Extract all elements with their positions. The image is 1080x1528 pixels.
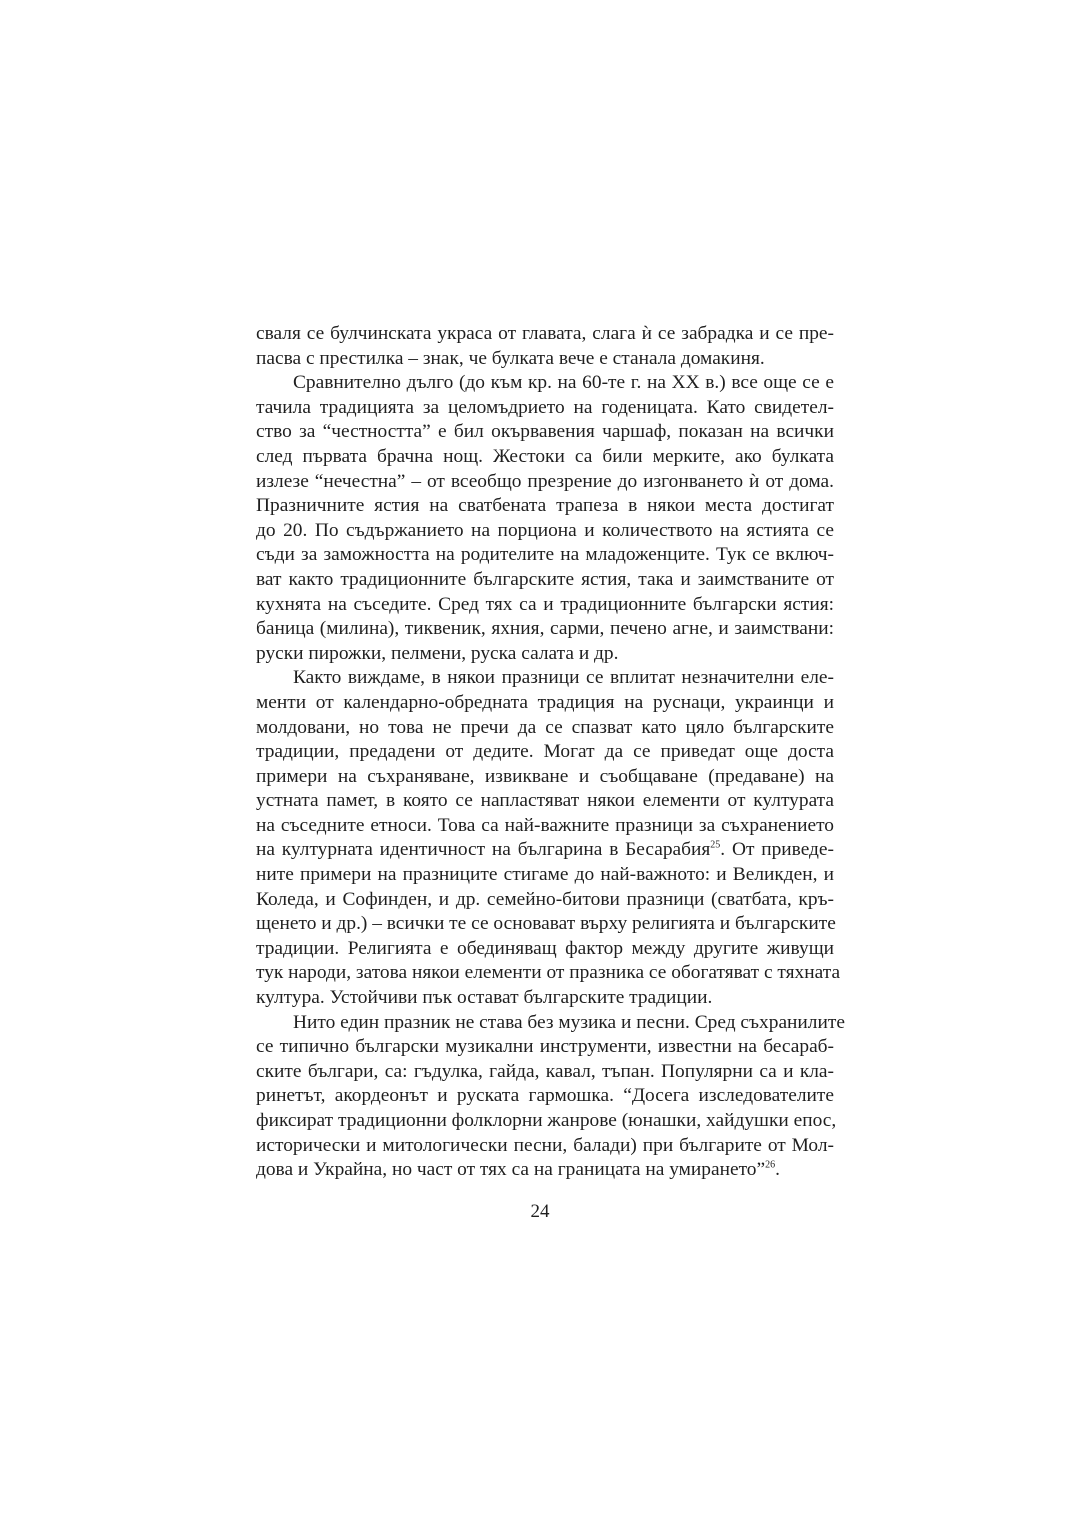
line-text: дова и Украйна, но част от тях са на границата на умирането” bbox=[256, 1159, 766, 1181]
text-line bbox=[256, 863, 834, 888]
line-text: ските българи, са: гъдулка, гайда, кавал, тъпан. Популярни са и кла- bbox=[256, 1060, 834, 1082]
line-text: ринетът, акордеонът и руската гармошка. “Досега изследователите bbox=[256, 1085, 834, 1107]
line-text: Празничните ястия на сватбената трапеза в някои места достигат bbox=[256, 495, 834, 517]
line-text: след първата брачна нощ. Жестоки са били мерките, ако булката bbox=[256, 445, 834, 467]
line-text: примери на съхраняване, извикване и съобщаване (предаване) на bbox=[256, 765, 834, 787]
text-line bbox=[256, 1011, 845, 1036]
text-line bbox=[256, 1134, 834, 1159]
line-text: кухнята на съседите. Сред тях са и традиционните български ястия: bbox=[256, 593, 834, 615]
text-line bbox=[256, 445, 834, 470]
line-text: тук народи, затова някои елементи от празника се обогатяват с тяхната bbox=[256, 962, 841, 984]
line-text: пасва с престилка – знак, че булката вече е станала домакиня. bbox=[256, 347, 765, 369]
line-text: устната памет, в която се напластяват някои елементи от културата bbox=[256, 790, 834, 812]
line-text: култура. Устойчиви пък остават българските традиции. bbox=[256, 987, 713, 1009]
text-line bbox=[256, 666, 834, 691]
text-line bbox=[256, 593, 834, 618]
text-line bbox=[256, 789, 834, 814]
text-line bbox=[256, 937, 834, 962]
line-text-after-footnote: . bbox=[775, 1159, 780, 1181]
text-line bbox=[256, 986, 834, 1011]
footnote-ref: 26 bbox=[765, 1159, 776, 1171]
line-text: се типично български музикални инструменти, известни на бесараб- bbox=[256, 1036, 834, 1058]
line-text: ват както традиционните българските ястия, така и заимстваните от bbox=[256, 568, 834, 590]
line-text: баница (милина), тиквеник, яхния, сарми, печено агне, и заимствани: bbox=[256, 618, 834, 640]
text-line bbox=[256, 1109, 837, 1134]
text-line bbox=[256, 716, 834, 741]
text-line bbox=[256, 1084, 834, 1109]
line-text: Сравнително дълго (до към кр. на 60-те г. на XX в.) все още се е bbox=[293, 372, 834, 394]
line-text: ните примери на празниците стигаме до най-важното: и Великден, и bbox=[256, 864, 834, 886]
text-line bbox=[256, 912, 834, 937]
text-line bbox=[256, 814, 834, 839]
body-text bbox=[256, 322, 845, 1183]
text-line bbox=[256, 543, 834, 568]
text-line bbox=[256, 1060, 834, 1085]
text-line bbox=[256, 396, 834, 421]
text-line bbox=[256, 568, 834, 593]
text-line bbox=[256, 1158, 834, 1183]
text-line bbox=[256, 470, 834, 495]
line-text: ство за “честността” е бил окървавения чаршаф, показан на всички bbox=[256, 421, 834, 443]
line-text: до 20. По съдържанието на порциона и количеството на ястията се bbox=[256, 519, 834, 541]
text-line bbox=[256, 691, 834, 716]
line-text: Нито един празник не става без музика и песни. Сред съхранилите bbox=[293, 1011, 845, 1033]
footnote-ref: 25 bbox=[710, 840, 721, 851]
line-text: сваля се булчинската украса от главата, слага ѝ се забрадка и се пре- bbox=[256, 323, 834, 344]
text-line bbox=[256, 838, 834, 863]
line-text: руски пирожки, пелмени, руска салата и др. bbox=[256, 642, 619, 664]
line-text: тачила традицията за целомъдрието на годеницата. Като свидетел- bbox=[256, 396, 834, 418]
text-line bbox=[256, 888, 834, 913]
line-text: щенето и др.) – всички те се основават върху религията и българските bbox=[256, 913, 836, 935]
text-line bbox=[256, 1035, 834, 1060]
line-text-after-footnote: . От приведе- bbox=[720, 839, 834, 861]
text-line bbox=[256, 617, 834, 642]
text-line bbox=[256, 371, 834, 396]
line-text: менти от календарно-обредната традиция на руснаци, украинци и bbox=[256, 691, 834, 713]
text-line bbox=[256, 740, 834, 765]
line-text: фиксират традиционни фолклорни жанрове (юнашки, хайдушки епос, bbox=[256, 1110, 837, 1131]
line-text: Както виждаме, в някои празници се вплитат незначителни еле- bbox=[293, 667, 834, 689]
text-line bbox=[256, 494, 834, 519]
line-text: на съседните етноси. Това са най-важните празници за съхранението bbox=[256, 814, 834, 836]
text-line bbox=[256, 961, 841, 986]
line-text: на културната идентичност на българина в Бесарабия bbox=[256, 839, 711, 861]
text-line bbox=[256, 519, 834, 544]
line-text: исторически и митологически песни, балади) при българите от Мол- bbox=[256, 1134, 834, 1156]
page-number: 24 bbox=[530, 1201, 550, 1222]
text-line bbox=[256, 642, 834, 667]
text-line bbox=[256, 420, 834, 445]
text-line bbox=[256, 347, 834, 372]
line-text: Коледа, и Софинден, и др. семейно-битови празници (сватбата, кръ- bbox=[256, 888, 834, 910]
line-text: съди за заможността на родителите на младоженците. Тук се включ- bbox=[256, 544, 834, 566]
text-line bbox=[256, 322, 834, 347]
line-text: излезе “нечестна” – от всеобщо презрение до изгонването ѝ от дома. bbox=[256, 470, 834, 492]
line-text: традиции, предадени от дедите. Могат да се приведат още доста bbox=[256, 741, 834, 763]
line-text: традиции. Религията е обединяващ фактор между другите живущи bbox=[256, 937, 834, 959]
line-text: молдовани, но това не пречи да се спазват като цяло българските bbox=[256, 716, 834, 738]
text-line bbox=[256, 765, 834, 790]
